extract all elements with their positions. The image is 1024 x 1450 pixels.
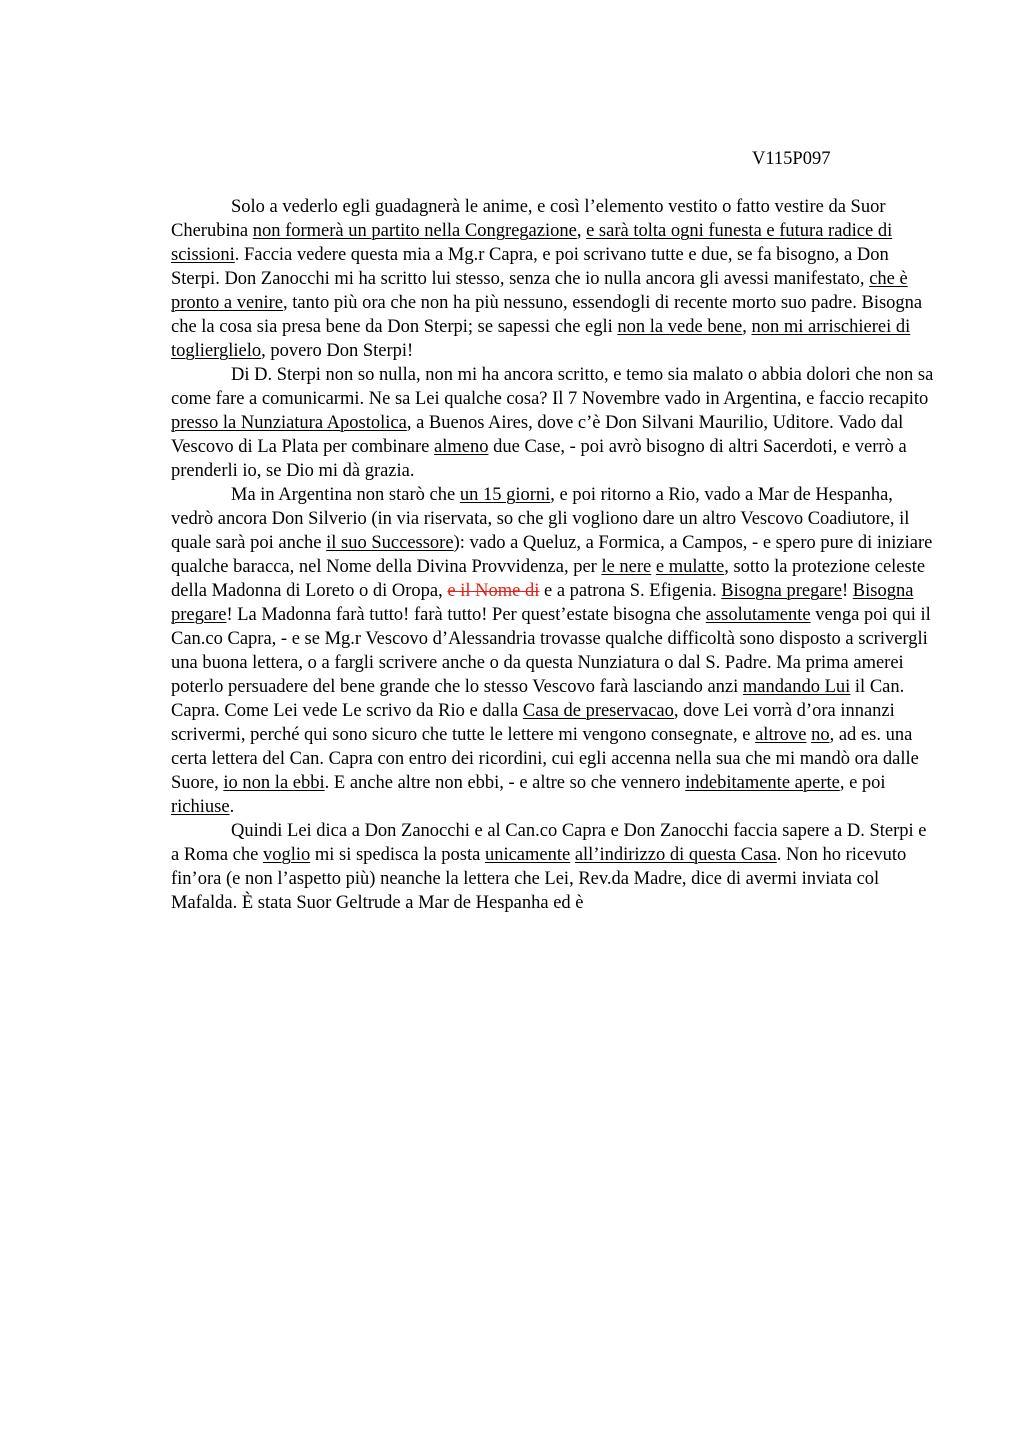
document-id: V115P097 [752,149,831,169]
text-run: venga poi qui il Can.co Capra, - e se Mg.r Vescovo d’Alessandria trovasse qualche difficoltà sono disposto a scrivergli una buona lettera, o a fargli scrivere anche o da questa Nunziatura o dal S. Padre. Ma prima amerei poterlo persuadere del bene grande che lo stesso Vescovo farà lasciando anzi [171,605,931,697]
text-run: , ad es. una certa lettera del Can. Capra con entro dei ricordini, cui egli accenna nella sua che mi mandò ora dalle Suore, [171,725,919,793]
text-run: ! La Madonna farà tutto! farà tutto! Per quest’estate bisogna che [226,605,706,625]
paragraph-1 [171,195,935,363]
paragraph-2 [171,363,935,483]
text-run: , dove Lei vorrà d’ora innanzi scrivermi, perché qui sono sicuro che tutte le lettere mi vengono consegnate, e [171,701,895,745]
text-run: , sotto la protezione celeste della Madonna di Loreto o di Oropa, [171,557,926,601]
underlined-text: non la vede bene [617,317,743,337]
text-run: Solo a vederlo egli guadagnerà le anime, e così l’elemento vestito o fatto vestire da Suor Cherubina [171,197,886,241]
underlined-text: voglio [262,845,311,865]
underlined-text: richiuse [171,797,230,817]
text-run: ): vado a Queluz, a Formica, a Campos, - e spero pure di iniziare qualche baracca, nel Nome della Divina Provvidenza, per [171,533,933,577]
underlined-text: unicamente [484,845,571,865]
text-run: mi si spedisca la posta [310,845,485,865]
text-run: . [229,797,235,817]
text-run: , tanto più ora che non ha più nessuno, essendogli di recente morto suo padre. Bisogna che la cosa sia presa bene da Don Sterpi; se sapessi che egli [171,293,923,337]
text-run: Ma in Argentina non starò che [231,485,460,505]
underlined-text: un 15 giorni [459,485,551,505]
underlined-text: il suo Successore [326,533,454,553]
underlined-text: e mulatte [655,557,725,577]
underlined-text: presso la Nunziatura Apostolica [171,413,407,433]
text-run: ! [841,581,853,601]
letter-body [171,195,935,915]
paragraph-3 [171,483,935,819]
text-run: . Non ho ricevuto fin’ora (e non l’aspetto più) neanche la lettera che Lei, Rev.da Madre, dice di avermi inviata col Mafalda. È stata Suor Geltrude a Mar de Hespanha ed è [171,845,907,913]
deleted-text: e il Nome di [447,581,540,601]
text-run: , a Buenos Aires, dove c’è Don Silvani Maurilio, Uditore. Vado dal Vescovo di La Plata per combinare [171,413,904,457]
underlined-text: assolutamente [705,605,811,625]
text-run: . E anche altre non ebbi, - e altre so che vennero [324,773,686,793]
underlined-text: no [811,725,830,745]
paragraph-4 [171,819,935,915]
underlined-text: non formerà un partito nella Congregazione [252,221,577,241]
underlined-text: Bisogna pregare [171,581,914,625]
underlined-text: non mi arrischierei di toglierglielo [171,317,911,361]
text-run: , e poi [839,773,886,793]
text-run: , e poi ritorno a Rio, vado a Mar de Hespanha, vedrò ancora Don Silverio (in via riservata, so che gli vogliono dare un altro Vescovo Coadiutore, il quale sarà poi anche [171,485,910,553]
underlined-text: che è pronto a venire [171,269,908,313]
underlined-text: indebitamente aperte [685,773,840,793]
text-run: , [576,221,587,241]
text-run: e a patrona S. Efigenia. [539,581,722,601]
text-run: due Case, - poi avrò bisogno di altri Sacerdoti, e verrò a prenderli io, se Dio mi dà grazia. [171,437,907,481]
underlined-text: io non la ebbi [223,773,325,793]
text-run: , [742,317,752,337]
underlined-text: all’indirizzo di questa Casa [574,845,777,865]
underlined-text: le nere [601,557,652,577]
text-run: il Can. Capra. Come Lei vede Le scrivo da Rio e dalla [171,677,905,721]
text-run: Di D. Sterpi non so nulla, non mi ha ancora scritto, e temo sia malato o abbia dolori che non sa come fare a comunicarmi. Ne sa Lei qualche cosa? Il 7 Novembre vado in Argentina, e faccio recapito [171,365,934,409]
underlined-text: Casa de preservacao [522,701,674,721]
underlined-text: e sarà tolta ogni funesta e futura radice di scissioni [171,221,893,265]
underlined-text: Bisogna pregare [721,581,842,601]
text-run: , povero Don Sterpi! [261,341,414,361]
text-run: . Faccia vedere questa mia a Mg.r Capra, e poi scrivano tutte e due, se fa bisogno, a Don Sterpi. Don Zanocchi mi ha scritto lui stesso, senza che io nulla ancora gli avessi manifestato, [171,245,889,289]
underlined-text: almeno [434,437,489,457]
underlined-text: altrove [755,725,807,745]
text-run: Quindi Lei dica a Don Zanocchi e al Can.co Capra e Don Zanocchi faccia sapere a D. Sterpi e a Roma che [171,821,927,865]
underlined-text: mandando Lui [742,677,851,697]
